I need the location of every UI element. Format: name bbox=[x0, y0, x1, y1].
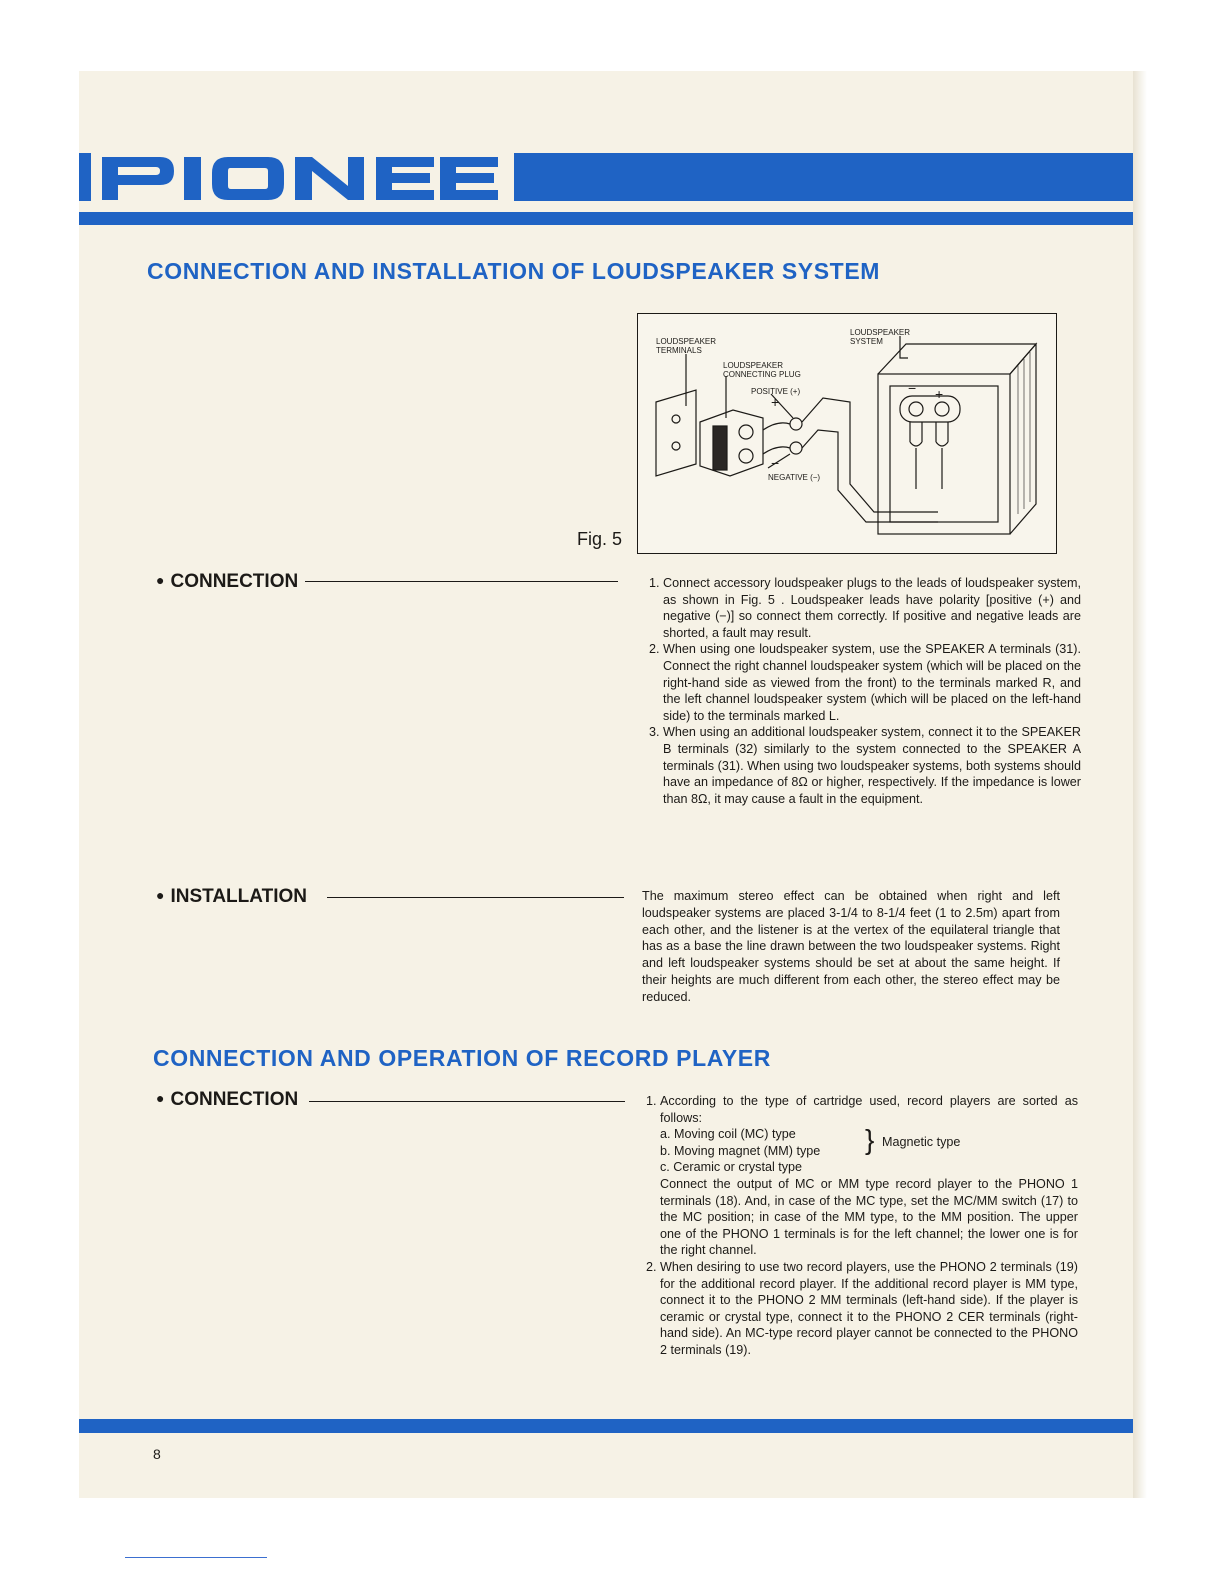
subheading-connection-2: ● CONNECTION bbox=[156, 1089, 299, 1110]
bottom-underline bbox=[125, 1557, 267, 1558]
label-negative: NEGATIVE (−) bbox=[768, 473, 821, 482]
heading-rule bbox=[309, 1101, 625, 1102]
list-item: 2. When desiring to use two record players, use the PHONO 2 terminals (19) for the additional record player. If the additional record player is MM type, connect it to the PHONO 2 MM terminals (left-hand side). If the player is ceramic or crystal type, connect it to the PHONO 2 CER terminals (right-hand side). An MC-type record player cannot be connected to the PHONO 2 terminals (19). bbox=[660, 1259, 1078, 1359]
item-intro: According to the type of cartridge used, record players are sorted as follows: bbox=[660, 1094, 1078, 1125]
brace-icon: } bbox=[865, 1124, 875, 1156]
page-edge bbox=[1133, 71, 1147, 1498]
magnetic-type-label: Magnetic type bbox=[882, 1135, 961, 1150]
bullet-icon: ● bbox=[156, 1090, 165, 1106]
subheading-connection-1: ● CONNECTION bbox=[156, 571, 299, 592]
type-ceramic: c. Ceramic or crystal type bbox=[660, 1160, 803, 1175]
heading-rule bbox=[305, 581, 618, 582]
section-title-record-player: CONNECTION AND OPERATION OF RECORD PLAYER bbox=[153, 1045, 771, 1071]
item-body: Connect the output of MC or MM type record player to the PHONO 1 terminals (18). And, in case of the MC type, set the MC/MM switch (17) to the MC position; in case of the MM type, to the MM position. The upper one of the PHONO 1 terminals is for the left channel; the lower one is for the right channel. bbox=[660, 1176, 1078, 1258]
label-loudspeaker-terminals: LOUDSPEAKER TERMINALS bbox=[656, 337, 717, 355]
label-positive: POSITIVE (+) bbox=[751, 387, 801, 396]
plug-minus-sign: − bbox=[771, 455, 780, 471]
subheading-installation: ● INSTALLATION bbox=[156, 886, 307, 907]
page-number: 8 bbox=[153, 1446, 161, 1462]
heading-rule bbox=[327, 897, 624, 898]
type-mm: b. Moving magnet (MM) type bbox=[660, 1143, 821, 1158]
record-player-connection-list bbox=[638, 1093, 1078, 1359]
plug-plus-sign: + bbox=[771, 394, 780, 410]
header-bar-right bbox=[514, 153, 1133, 201]
pioneer-logo bbox=[100, 153, 510, 203]
loudspeaker-connection-list bbox=[641, 575, 1081, 807]
footer-bar bbox=[79, 1419, 1133, 1433]
bullet-icon: ● bbox=[156, 887, 165, 903]
section-title-loudspeaker: CONNECTION AND INSTALLATION OF LOUDSPEAKER SYSTEM bbox=[147, 258, 881, 284]
cartridge-types bbox=[660, 1126, 1078, 1176]
bullet-icon: ● bbox=[156, 572, 165, 588]
label-connecting-plug: LOUDSPEAKER CONNECTING PLUG bbox=[723, 361, 801, 379]
header-rule bbox=[79, 212, 1133, 225]
speaker-minus-sign: − bbox=[908, 380, 917, 396]
list-item: 1. Connect accessory loudspeaker plugs to the leads of loudspeaker system, as shown in Fig. 5 . Loudspeaker leads have polarity [positive (+) and negative (−)] so connect them correctly. If positive and negative leads are shorted, a fault may result. bbox=[663, 575, 1081, 641]
list-item: 2. When using one loudspeaker system, use the SPEAKER A terminals (31). Connect the right channel loudspeaker system (which will be placed on the right-hand side as viewed from the front) to the terminals marked R, and the left channel loudspeaker system (which will be placed on the left-hand side) to the terminals marked L. bbox=[663, 641, 1081, 724]
header-bar-left bbox=[79, 153, 91, 201]
pioneer-logo-graphic bbox=[100, 153, 510, 203]
loudspeaker-connection-figure bbox=[637, 313, 1057, 554]
list-item: 3. When using an additional loudspeaker system, connect it to the SPEAKER B terminals (32) similarly to the system connected to the SPEAKER A terminals (31). When using two loudspeaker systems, both systems should have an impedance of 8Ω or higher, respectively. If the impedance is lower than 8Ω, it may cause a fault in the equipment. bbox=[663, 724, 1081, 807]
type-mc: a. Moving coil (MC) type bbox=[660, 1127, 796, 1142]
label-loudspeaker-system: LOUDSPEAKER SYSTEM bbox=[850, 328, 911, 346]
figure-label: Fig. 5 bbox=[577, 529, 623, 549]
installation-text: The maximum stereo effect can be obtained when right and left loudspeaker systems are placed 3-1/4 to 8-1/4 feet (1 to 2.5m) apart from each other, and the listener is at the vertex of the equilateral triangle that has as a base the line drawn between the two loudspeaker systems. Right and left loudspeaker systems should be set at about the same height. If their heights are much different from each other, the stereo effect may be reduced. bbox=[642, 889, 1060, 1004]
speaker-plus-sign: + bbox=[935, 386, 944, 402]
list-item bbox=[660, 1093, 1078, 1259]
